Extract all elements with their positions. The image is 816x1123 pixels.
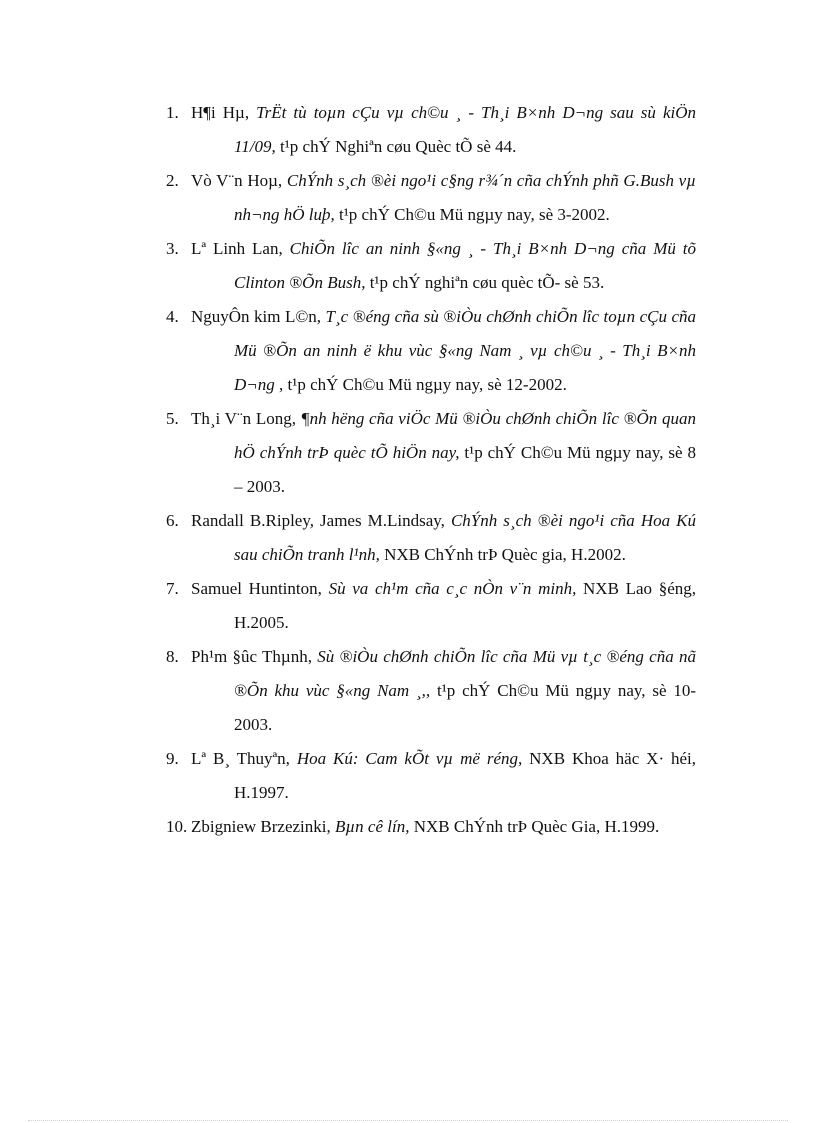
reference-item (166, 300, 696, 402)
reference-number: 3. (166, 239, 179, 258)
reference-author: Lª Linh Lan, (191, 239, 283, 258)
reference-number: 8. (166, 647, 179, 666)
reference-publication: , t¹p chÝ Ch©u Mü ngµy nay, sè 10-2003. (234, 681, 696, 734)
reference-publication: NXB Lao §éng, H.2005. (234, 579, 696, 632)
reference-author: Lª B¸ Thuyªn, (191, 749, 290, 768)
reference-author: Ph¹m §ûc Thµnh, (191, 647, 312, 666)
reference-title: Sù va ch¹m cña c¸c nÒn v¨n minh, (328, 579, 577, 598)
reference-author: Samuel Huntinton, (191, 579, 322, 598)
reference-number: 5. (166, 409, 179, 428)
reference-item (166, 164, 696, 232)
reference-number: 10. (166, 817, 188, 836)
reference-item (166, 572, 696, 640)
reference-title: T¸c ®éng cña sù ®iÒu chØnh chiÕn lîc toµn cÇu cña Mü ®Õn an ninh ë khu vùc §«ng Nam ¸ vµ ch©u ¸ - Th¸i B×nh D¬ng (234, 307, 696, 394)
reference-item (166, 504, 696, 572)
reference-author: NguyÔn kim L©n, (191, 307, 322, 326)
reference-publication: t¹p chÝ Nghiªn cøu Quèc tÕ sè 44. (279, 137, 517, 156)
reference-number: 1. (166, 103, 179, 122)
reference-number: 2. (166, 171, 179, 190)
reference-number: 9. (166, 749, 179, 768)
reference-publication: NXB ChÝnh trÞ Quèc gia, H.2002. (384, 545, 626, 564)
reference-number: 7. (166, 579, 179, 598)
page-bottom-divider (28, 1120, 788, 1121)
reference-item (166, 232, 696, 300)
reference-title: Bµn cê lín, (335, 817, 410, 836)
reference-item (166, 402, 696, 504)
reference-publication: , t¹p chÝ Ch©u Mü ngµy nay, sè 12-2002. (279, 375, 567, 394)
reference-author: H¶i Hµ, (191, 103, 250, 122)
reference-author: Zbigniew Brzezinki, (191, 817, 331, 836)
reference-item (166, 640, 696, 742)
reference-title: ChiÕn lîc an ninh §«ng ¸ - Th¸i B×nh D¬ng cña Mü tõ Clinton ®Õn Bush, (234, 239, 697, 292)
reference-title: Sù ®iÒu chØnh chiÕn lîc cña Mü vµ t¸c ®éng cña nã ®Õn khu vùc §«ng Nam ¸, (234, 647, 696, 700)
reference-title: ¶nh hëng cña viÖc Mü ®iÒu chØnh chiÕn lîc ®Õn quan hÖ chÝnh trÞ quèc tÕ hiÖn nay, (234, 409, 697, 462)
reference-list (166, 96, 696, 844)
reference-item (166, 742, 696, 810)
reference-title: Hoa Kú: Cam kÕt vµ më réng, (296, 749, 523, 768)
reference-author: Randall B.Ripley, James M.Lindsay, (191, 511, 445, 530)
reference-title: ChÝnh s¸ch ®èi ngo¹i c§ng r¾´n cña chÝnh phñ G.Bush vµ nh¬ng hÖ luþ, (234, 171, 697, 224)
reference-item (166, 96, 696, 164)
reference-author: Th¸i V¨n Long, (191, 409, 296, 428)
reference-publication: t¹p chÝ nghiªn cøu quèc tÕ- sè 53. (369, 273, 605, 292)
reference-title: TrËt tù toµn cÇu vµ ch©u ¸ - Th¸i B×nh D¬ng sau sù kiÖn 11/09, (234, 103, 697, 156)
reference-item (166, 810, 696, 844)
reference-number: 4. (166, 307, 179, 326)
reference-author: Vò V¨n Hoµ, (191, 171, 283, 190)
reference-title: ChÝnh s¸ch ®èi ngo¹i cña Hoa Kú sau chiÕn tranh l¹nh, (234, 511, 696, 564)
reference-publication: NXB ChÝnh trÞ Quèc Gia, H.1999. (413, 817, 660, 836)
reference-publication: t¹p chÝ Ch©u Mü ngµy nay, sè 8 – 2003. (234, 443, 696, 496)
reference-number: 6. (166, 511, 179, 530)
reference-publication: NXB Khoa häc X· héi, H.1997. (234, 749, 697, 802)
reference-publication: t¹p chÝ Ch©u Mü ngµy nay, sè 3-2002. (338, 205, 610, 224)
